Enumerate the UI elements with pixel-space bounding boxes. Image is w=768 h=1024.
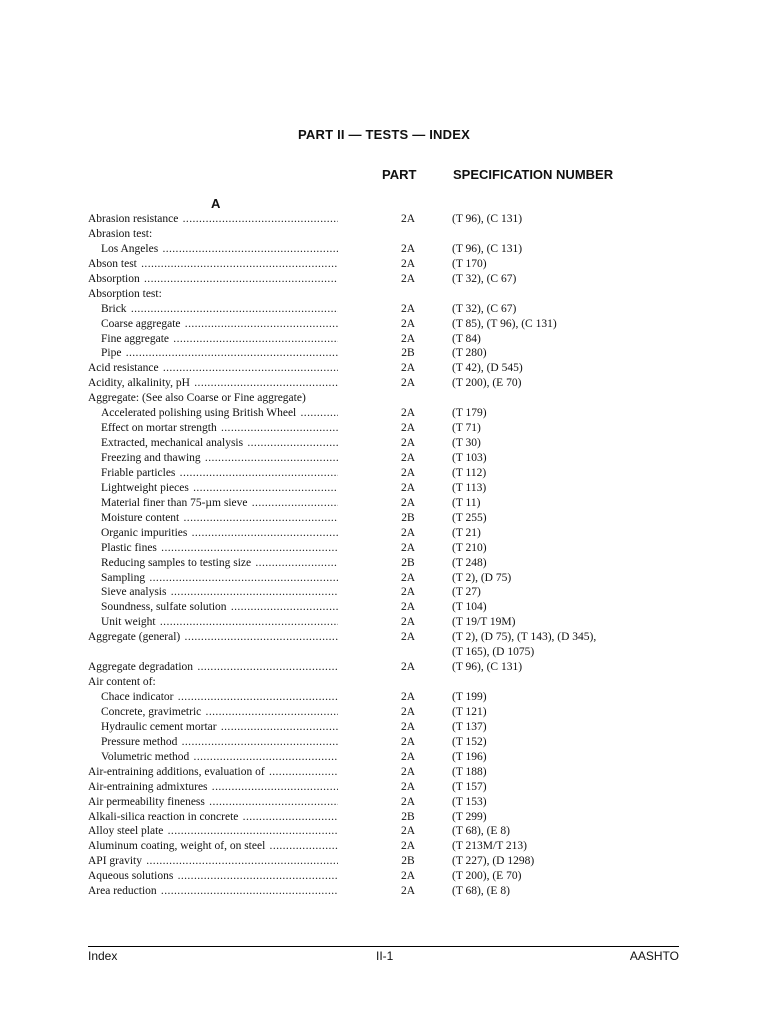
index-part: 2A bbox=[400, 616, 416, 629]
index-specification: (T 113) bbox=[452, 481, 487, 494]
index-part: 2A bbox=[400, 407, 416, 420]
index-part: 2A bbox=[400, 541, 416, 554]
index-specification: (T 280) bbox=[452, 347, 487, 360]
index-part: 2A bbox=[400, 661, 416, 674]
index-specification: (T 96), (C 131) bbox=[452, 213, 523, 225]
index-term-text: Abson test bbox=[88, 257, 137, 270]
index-part: 2A bbox=[400, 765, 416, 778]
column-header-specification-number: SPECIFICATION NUMBER bbox=[453, 167, 614, 182]
index-part: 2A bbox=[400, 735, 416, 748]
index-term-text: Absorption test: bbox=[88, 287, 162, 300]
index-part: 2A bbox=[400, 720, 416, 733]
index-part: 2A bbox=[400, 795, 416, 808]
index-term-text: Effect on mortar strength bbox=[101, 422, 217, 435]
index-part: 2A bbox=[400, 631, 416, 644]
page-title: PART II — TESTS — INDEX bbox=[298, 127, 470, 142]
index-term-text: Plastic fines bbox=[101, 541, 157, 554]
index-entry bbox=[88, 765, 688, 780]
index-specification: (T 196) bbox=[452, 750, 487, 763]
index-term bbox=[101, 346, 338, 361]
index-term bbox=[101, 332, 338, 347]
index-term bbox=[101, 556, 338, 571]
index-term bbox=[88, 630, 338, 645]
footer-page-number: II-1 bbox=[376, 949, 394, 963]
index-part: 2A bbox=[400, 571, 416, 584]
index-entry bbox=[88, 511, 688, 526]
index-term bbox=[101, 690, 338, 705]
index-entry bbox=[88, 615, 688, 630]
index-specification: (T 71) bbox=[452, 422, 481, 435]
index-term-text: Concrete, gravimetric bbox=[101, 705, 202, 718]
index-term-text: Accelerated polishing using British Wheel bbox=[101, 407, 297, 420]
index-part: 2A bbox=[400, 242, 416, 255]
index-term-text: Unit weight bbox=[101, 616, 156, 629]
index-part: 2A bbox=[400, 496, 416, 509]
index-term bbox=[88, 780, 338, 795]
index-term bbox=[88, 810, 338, 825]
index-specification: (T 96), (C 131) bbox=[452, 661, 523, 674]
index-part: 2A bbox=[400, 526, 416, 539]
index-specification: (T 103) bbox=[452, 452, 487, 464]
index-entry bbox=[88, 720, 688, 735]
index-part: 2A bbox=[400, 302, 416, 315]
index-entry bbox=[88, 212, 688, 227]
index-specification: (T 200), (E 70) bbox=[452, 377, 522, 390]
index-entry bbox=[88, 242, 688, 257]
index-specification: (T 11) bbox=[452, 496, 481, 509]
index-term-text: Hydraulic cement mortar bbox=[101, 720, 217, 733]
index-entry bbox=[88, 795, 688, 810]
index-entry bbox=[88, 645, 688, 660]
index-term-text: Lightweight pieces bbox=[101, 481, 189, 494]
index-term-text bbox=[88, 646, 89, 658]
index-term bbox=[88, 361, 338, 376]
index-part: 2B bbox=[401, 556, 415, 569]
index-specification: (T 179) bbox=[452, 407, 487, 420]
index-term-text: Pressure method bbox=[101, 735, 178, 748]
index-specification: (T 19/T 19M) bbox=[452, 616, 516, 629]
index-term bbox=[88, 660, 338, 675]
index-term-text: Brick bbox=[101, 302, 127, 315]
index-part: 2A bbox=[400, 691, 416, 703]
index-entry bbox=[88, 257, 688, 272]
index-term-text: Aggregate (general) bbox=[88, 631, 181, 644]
index-entry bbox=[88, 869, 688, 884]
index-term-text: Abrasion resistance bbox=[88, 213, 179, 225]
index-term-text: Chace indicator bbox=[101, 691, 174, 703]
index-term-text: Volumetric method bbox=[101, 750, 190, 763]
index-part: 2A bbox=[400, 362, 416, 375]
index-specification: (T 27) bbox=[452, 586, 481, 599]
index-term bbox=[101, 302, 338, 317]
index-term bbox=[101, 571, 338, 586]
index-term bbox=[101, 511, 338, 526]
index-specification: (T 248) bbox=[452, 556, 487, 569]
index-entry bbox=[88, 361, 688, 376]
index-term bbox=[101, 481, 338, 496]
index-specification: (T 199) bbox=[452, 691, 487, 703]
index-entry bbox=[88, 406, 688, 421]
index-specification: (T 32), (C 67) bbox=[452, 272, 517, 285]
index-part: 2A bbox=[400, 452, 416, 464]
index-term-text: Aggregate degradation bbox=[88, 661, 194, 674]
index-term-text: Reducing samples to testing size bbox=[101, 556, 252, 569]
index-term-text: API gravity bbox=[88, 855, 142, 868]
index-term bbox=[88, 272, 338, 287]
index-term-text: Aggregate: (See also Coarse or Fine aggregate) bbox=[88, 392, 306, 405]
index-term bbox=[88, 869, 338, 884]
index-term-text: Friable particles bbox=[101, 466, 176, 479]
index-term bbox=[101, 541, 338, 556]
index-term bbox=[88, 227, 338, 242]
index-term bbox=[88, 287, 338, 302]
index-term bbox=[88, 839, 338, 854]
index-entry bbox=[88, 287, 688, 302]
index-term bbox=[88, 391, 338, 406]
index-term-text: Coarse aggregate bbox=[101, 317, 181, 330]
index-specification: (T 121) bbox=[452, 705, 487, 718]
index-term-text: Air content of: bbox=[88, 676, 156, 689]
index-term bbox=[101, 750, 338, 765]
index-entry bbox=[88, 346, 688, 361]
index-part: 2A bbox=[400, 481, 416, 494]
index-specification: (T 152) bbox=[452, 735, 487, 748]
index-specification: (T 227), (D 1298) bbox=[452, 855, 535, 868]
index-entry bbox=[88, 750, 688, 765]
index-entry bbox=[88, 496, 688, 511]
index-term bbox=[88, 645, 338, 660]
index-term bbox=[101, 451, 338, 466]
index-part: 2A bbox=[400, 317, 416, 330]
index-term bbox=[101, 585, 338, 600]
index-term bbox=[101, 705, 338, 720]
index-entry bbox=[88, 451, 688, 466]
index-entry bbox=[88, 421, 688, 436]
index-entry bbox=[88, 272, 688, 287]
index-entry bbox=[88, 630, 688, 645]
index-entry bbox=[88, 391, 688, 406]
index-term-text: Organic impurities bbox=[101, 526, 188, 539]
index-specification: (T 2), (D 75) bbox=[452, 571, 512, 584]
index-term-text: Material finer than 75-µm sieve bbox=[101, 496, 248, 509]
index-term-text: Air-entraining additions, evaluation of bbox=[88, 765, 265, 778]
index-entry bbox=[88, 839, 688, 854]
index-term-text: Acid resistance bbox=[88, 362, 159, 375]
index-term-text: Soundness, sulfate solution bbox=[101, 601, 227, 614]
index-entry bbox=[88, 481, 688, 496]
index-term bbox=[101, 317, 338, 332]
index-term bbox=[101, 735, 338, 750]
index-term-text: Acidity, alkalinity, pH bbox=[88, 377, 190, 390]
index-part: 2A bbox=[400, 870, 416, 883]
index-specification: (T 85), (T 96), (C 131) bbox=[452, 317, 557, 330]
index-entry bbox=[88, 376, 688, 391]
index-term-text: Abrasion test: bbox=[88, 227, 153, 240]
index-part: 2A bbox=[400, 332, 416, 345]
index-term bbox=[88, 795, 338, 810]
footer-left: Index bbox=[88, 949, 118, 963]
index-entry bbox=[88, 332, 688, 347]
index-term bbox=[101, 421, 338, 436]
index-entry bbox=[88, 780, 688, 795]
index-part: 2B bbox=[401, 347, 415, 360]
index-term-text: Aqueous solutions bbox=[88, 870, 174, 883]
footer-right: AASHTO bbox=[629, 949, 679, 963]
index-term bbox=[101, 436, 338, 451]
index-term bbox=[101, 615, 338, 630]
index-term-text: Sampling bbox=[101, 571, 146, 584]
index-part: 2A bbox=[400, 257, 416, 270]
index-specification: (T 112) bbox=[452, 466, 487, 479]
index-part: 2B bbox=[401, 511, 415, 524]
index-term bbox=[88, 765, 338, 780]
index-part: 2B bbox=[401, 855, 415, 868]
index-specification: (T 213M/T 213) bbox=[452, 840, 527, 853]
index-term bbox=[101, 600, 338, 615]
index-specification: (T 21) bbox=[452, 526, 481, 539]
index-term-text: Extracted, mechanical analysis bbox=[101, 437, 244, 450]
index-entry bbox=[88, 302, 688, 317]
index-term bbox=[101, 466, 338, 481]
page-footer bbox=[88, 946, 679, 963]
index-term-text: Absorption bbox=[88, 272, 140, 285]
index-term bbox=[101, 496, 338, 511]
index-specification: (T 68), (E 8) bbox=[452, 825, 510, 838]
index-entry bbox=[88, 854, 688, 869]
index-specification: (T 188) bbox=[452, 765, 487, 778]
index-part: 2A bbox=[400, 840, 416, 853]
index-specification: (T 299) bbox=[452, 810, 487, 823]
index-term bbox=[88, 212, 338, 227]
index-specification: (T 137) bbox=[452, 720, 487, 733]
index-entry bbox=[88, 810, 688, 825]
index-entry bbox=[88, 705, 688, 720]
index-term-text: Area reduction bbox=[88, 885, 157, 898]
index-part: 2A bbox=[400, 422, 416, 435]
index-part: 2A bbox=[400, 825, 416, 838]
index-entry bbox=[88, 466, 688, 481]
index-entry bbox=[88, 660, 688, 675]
index-part: 2A bbox=[400, 601, 416, 614]
index-entry bbox=[88, 824, 688, 839]
index-term bbox=[88, 854, 338, 869]
index-entry bbox=[88, 526, 688, 541]
index-part: 2A bbox=[400, 272, 416, 285]
index-entry bbox=[88, 556, 688, 571]
index-term-text: Aluminum coating, weight of, on steel bbox=[88, 840, 266, 853]
index-specification: (T 84) bbox=[452, 332, 481, 345]
index-entry bbox=[88, 884, 688, 899]
index-term-text: Freezing and thawing bbox=[101, 452, 201, 464]
section-letter: A bbox=[211, 196, 221, 211]
index-specification: (T 2), (D 75), (T 143), (D 345), bbox=[452, 631, 597, 644]
index-term bbox=[88, 884, 338, 899]
index-entry bbox=[88, 585, 688, 600]
index-specification: (T 200), (E 70) bbox=[452, 870, 522, 883]
index-entry bbox=[88, 436, 688, 451]
index-specification: (T 32), (C 67) bbox=[452, 302, 517, 315]
index-part: 2A bbox=[400, 705, 416, 718]
index-term-text: Air permeability fineness bbox=[88, 795, 205, 808]
index-entry bbox=[88, 600, 688, 615]
index-specification: (T 210) bbox=[452, 541, 487, 554]
index-part: 2A bbox=[400, 885, 416, 898]
index-term bbox=[88, 824, 338, 839]
index-entry bbox=[88, 541, 688, 556]
index-part: 2A bbox=[400, 750, 416, 763]
index-specification: (T 157) bbox=[452, 780, 487, 793]
index-term bbox=[101, 406, 338, 421]
index-entry bbox=[88, 317, 688, 332]
index-term bbox=[101, 242, 338, 257]
index-term-text: Alkali-silica reaction in concrete bbox=[88, 810, 239, 823]
index-specification: (T 255) bbox=[452, 511, 487, 524]
index-specification: (T 153) bbox=[452, 795, 487, 808]
index-entry bbox=[88, 227, 688, 242]
index-term bbox=[101, 526, 338, 541]
index-part: 2A bbox=[400, 780, 416, 793]
index-entry bbox=[88, 675, 688, 690]
index-part: 2A bbox=[400, 466, 416, 479]
index-specification: (T 165), (D 1075) bbox=[452, 646, 535, 659]
index-term-text: Los Angeles bbox=[101, 242, 159, 255]
index-specification: (T 30) bbox=[452, 437, 481, 450]
index-specification: (T 96), (C 131) bbox=[452, 242, 523, 255]
index-term bbox=[88, 675, 338, 690]
index-term bbox=[88, 257, 338, 272]
index-specification: (T 104) bbox=[452, 601, 487, 614]
index-part: 2A bbox=[400, 586, 416, 599]
column-header-part: PART bbox=[382, 167, 417, 182]
index-part: 2A bbox=[400, 213, 416, 225]
index-term bbox=[88, 376, 338, 391]
index-entry bbox=[88, 571, 688, 586]
index-specification: (T 68), (E 8) bbox=[452, 885, 510, 898]
index-entry bbox=[88, 735, 688, 750]
index-term-text: Moisture content bbox=[101, 511, 180, 524]
index-term-text: Pipe bbox=[101, 347, 122, 360]
index-entry bbox=[88, 690, 688, 705]
index-part: 2B bbox=[401, 810, 415, 823]
index-term-text: Alloy steel plate bbox=[88, 825, 164, 838]
index-part: 2A bbox=[400, 437, 416, 450]
index-specification: (T 42), (D 545) bbox=[452, 362, 523, 375]
index-term-text: Air-entraining admixtures bbox=[88, 780, 208, 793]
index-term bbox=[101, 720, 338, 735]
index-part: 2A bbox=[400, 377, 416, 390]
index-term-text: Fine aggregate bbox=[101, 332, 170, 345]
index-term-text: Sieve analysis bbox=[101, 586, 167, 599]
index-list bbox=[88, 212, 688, 899]
index-specification: (T 170) bbox=[452, 257, 487, 270]
